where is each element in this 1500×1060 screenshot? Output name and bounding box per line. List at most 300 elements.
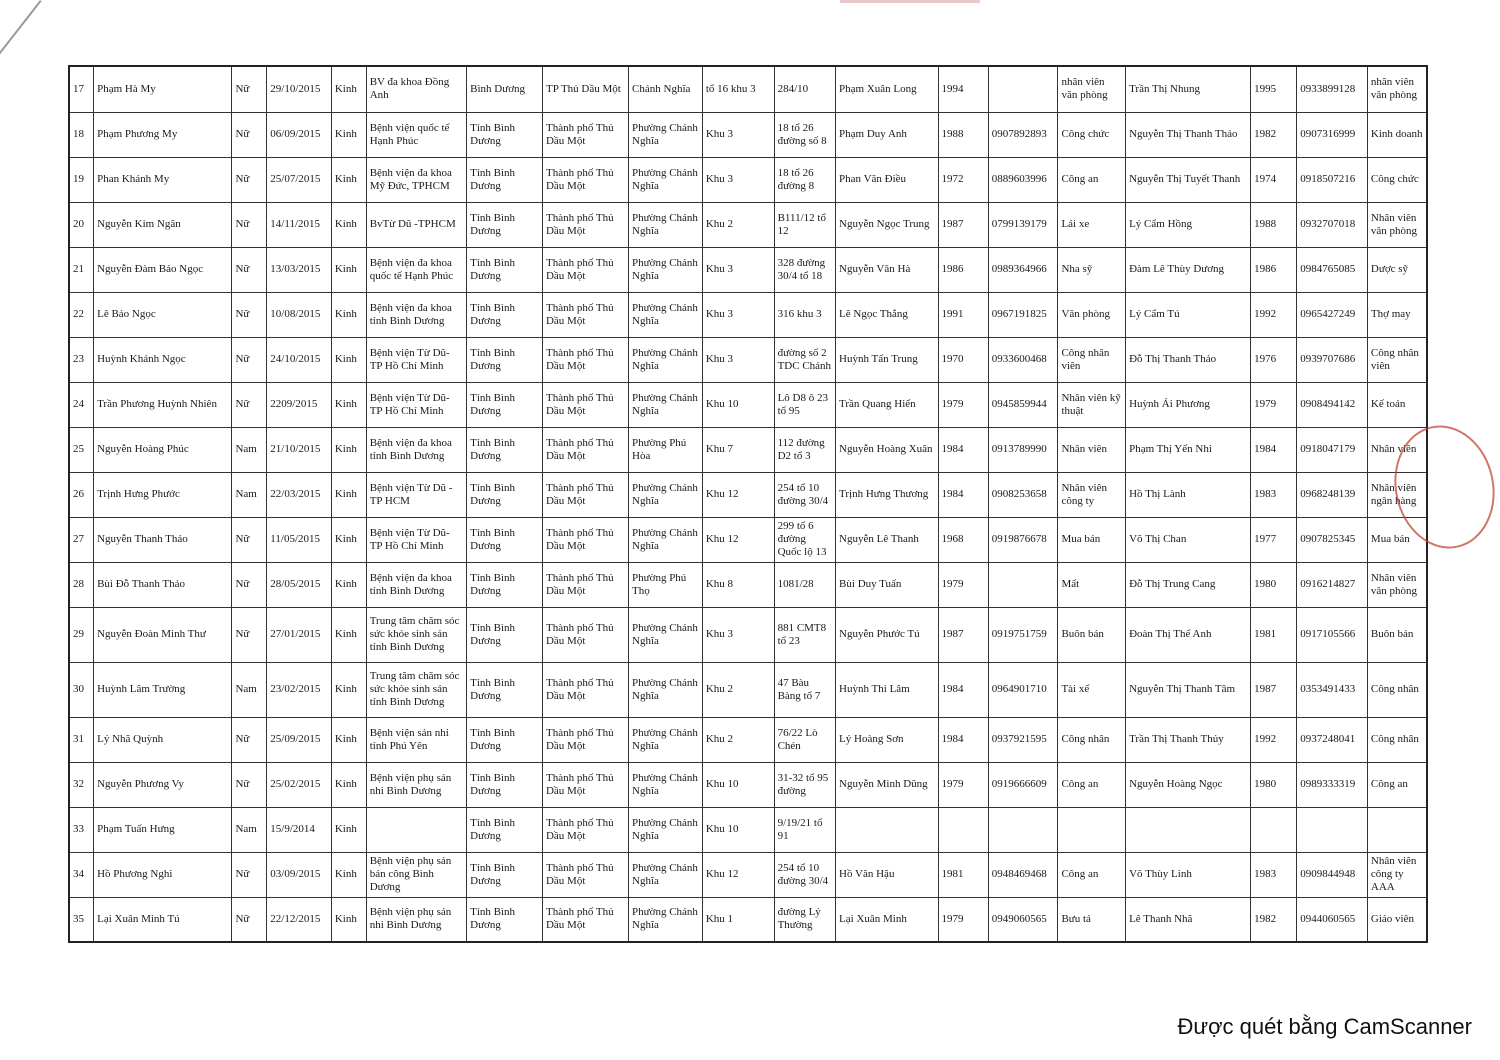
table-row xyxy=(69,112,1427,157)
father-name-cell xyxy=(836,807,938,852)
province-cell: Tỉnh Bình Dương xyxy=(467,762,543,807)
mother-phone-cell: 0989333319 xyxy=(1297,762,1368,807)
row-number-cell: 31 xyxy=(69,717,94,762)
mother-name-cell: Lê Thanh Nhã xyxy=(1126,897,1251,942)
father-birth-year-cell: 1979 xyxy=(938,762,988,807)
father-occupation-cell: Văn phòng xyxy=(1058,292,1126,337)
gender-cell: Nữ xyxy=(232,762,267,807)
mother-occupation-cell: Công nhân viên xyxy=(1367,337,1427,382)
ethnicity-cell: Kinh xyxy=(331,717,366,762)
address-cell: B111/12 tổ 12 xyxy=(774,202,835,247)
birth-date-cell: 03/09/2015 xyxy=(267,852,332,897)
child-name-cell: Phạm Tuấn Hưng xyxy=(94,807,232,852)
province-cell: Tỉnh Bình Dương xyxy=(467,382,543,427)
address-cell: Lô D8 ô 23 tổ 95 xyxy=(774,382,835,427)
birth-date-cell: 11/05/2015 xyxy=(267,517,332,562)
mother-occupation-cell: Buôn bán xyxy=(1367,607,1427,662)
father-birth-year-cell: 1984 xyxy=(938,427,988,472)
mother-name-cell: Nguyễn Thị Tuyết Thanh xyxy=(1126,157,1251,202)
mother-name-cell: Nguyễn Hoàng Ngọc xyxy=(1126,762,1251,807)
quarter-cell: Khu 3 xyxy=(702,247,774,292)
ward-cell: Phường Chánh Nghĩa xyxy=(629,762,703,807)
mother-name-cell: Võ Thùy Linh xyxy=(1126,852,1251,897)
birth-place-cell: Trung tâm chăm sóc sức khỏe sinh sản tỉnh Bình Dương xyxy=(366,662,466,717)
quarter-cell: Khu 2 xyxy=(702,202,774,247)
father-birth-year-cell: 1984 xyxy=(938,717,988,762)
birth-place-cell: Bệnh viện phụ sản nhi Bình Dương xyxy=(366,762,466,807)
ethnicity-cell: Kinh xyxy=(331,762,366,807)
child-name-cell: Huỳnh Lâm Trường xyxy=(94,662,232,717)
birth-date-cell: 15/9/2014 xyxy=(267,807,332,852)
father-occupation-cell: Nhân viên kỹ thuật xyxy=(1058,382,1126,427)
mother-occupation-cell xyxy=(1367,807,1427,852)
father-occupation-cell: Công an xyxy=(1058,157,1126,202)
father-phone-cell: 0949060565 xyxy=(988,897,1058,942)
father-name-cell: Nguyễn Văn Hà xyxy=(836,247,938,292)
father-birth-year-cell: 1984 xyxy=(938,662,988,717)
mother-occupation-cell: Thợ may xyxy=(1367,292,1427,337)
mother-name-cell: Đỗ Thị Thanh Thảo xyxy=(1126,337,1251,382)
father-phone-cell: 0967191825 xyxy=(988,292,1058,337)
ward-cell: Phường Chánh Nghĩa xyxy=(629,472,703,517)
father-occupation-cell: Mua bán xyxy=(1058,517,1126,562)
city-cell: Thành phố Thủ Dầu Một xyxy=(542,112,628,157)
row-number-cell: 23 xyxy=(69,337,94,382)
ethnicity-cell: Kinh xyxy=(331,607,366,662)
gender-cell: Nam xyxy=(232,662,267,717)
mother-birth-year-cell: 1980 xyxy=(1251,762,1297,807)
child-name-cell: Nguyễn Đoàn Minh Thư xyxy=(94,607,232,662)
address-cell: 31-32 tổ 95 đường xyxy=(774,762,835,807)
mother-occupation-cell: Nhân viên văn phòng xyxy=(1367,202,1427,247)
father-birth-year-cell: 1987 xyxy=(938,607,988,662)
table-row xyxy=(69,562,1427,607)
quarter-cell: Khu 10 xyxy=(702,762,774,807)
father-occupation-cell: Công an xyxy=(1058,762,1126,807)
city-cell: Thành phố Thủ Dầu Một xyxy=(542,202,628,247)
table-row xyxy=(69,202,1427,247)
birth-place-cell: Bệnh viện Từ Dũ- TP Hồ Chí Minh xyxy=(366,517,466,562)
city-cell: Thành phố Thủ Dầu Một xyxy=(542,472,628,517)
table-row xyxy=(69,852,1427,897)
father-birth-year-cell: 1984 xyxy=(938,472,988,517)
child-name-cell: Lê Bảo Ngọc xyxy=(94,292,232,337)
ethnicity-cell: Kinh xyxy=(331,852,366,897)
father-occupation-cell: Nhân viên xyxy=(1058,427,1126,472)
mother-name-cell: Lý Cẩm Tú xyxy=(1126,292,1251,337)
birth-place-cell: Bệnh viện đa khoa tỉnh Bình Dương xyxy=(366,427,466,472)
mother-birth-year-cell: 1982 xyxy=(1251,897,1297,942)
mother-occupation-cell: Công nhân xyxy=(1367,717,1427,762)
ethnicity-cell: Kinh xyxy=(331,562,366,607)
mother-birth-year-cell: 1982 xyxy=(1251,112,1297,157)
father-occupation-cell: Công nhân xyxy=(1058,717,1126,762)
father-birth-year-cell: 1970 xyxy=(938,337,988,382)
birth-place-cell: Bệnh viện quốc tế Hạnh Phúc xyxy=(366,112,466,157)
table-row xyxy=(69,247,1427,292)
father-name-cell: Nguyễn Phước Tú xyxy=(836,607,938,662)
mother-name-cell xyxy=(1126,807,1251,852)
father-name-cell: Trịnh Hưng Thương xyxy=(836,472,938,517)
father-phone-cell: 0919666609 xyxy=(988,762,1058,807)
birth-place-cell: Bệnh viện đa khoa Mỹ Đức, TPHCM xyxy=(366,157,466,202)
birth-date-cell: 21/10/2015 xyxy=(267,427,332,472)
address-cell: 9/19/21 tổ 91 xyxy=(774,807,835,852)
birth-date-cell: 25/07/2015 xyxy=(267,157,332,202)
father-occupation-cell: Công an xyxy=(1058,852,1126,897)
province-cell: Tỉnh Bình Dương xyxy=(467,852,543,897)
city-cell: Thành phố Thủ Dầu Một xyxy=(542,607,628,662)
quarter-cell: Khu 8 xyxy=(702,562,774,607)
row-number-cell: 27 xyxy=(69,517,94,562)
father-occupation-cell: Bưu tá xyxy=(1058,897,1126,942)
province-cell: Tỉnh Bình Dương xyxy=(467,427,543,472)
province-cell: Bình Dương xyxy=(467,66,543,112)
birth-date-cell: 13/03/2015 xyxy=(267,247,332,292)
father-occupation-cell: Mất xyxy=(1058,562,1126,607)
mother-name-cell: Võ Thị Chan xyxy=(1126,517,1251,562)
table-row xyxy=(69,607,1427,662)
quarter-cell: Khu 3 xyxy=(702,292,774,337)
mother-phone-cell: 0965427249 xyxy=(1297,292,1368,337)
address-cell: 112 đường D2 tổ 3 xyxy=(774,427,835,472)
birth-date-cell: 22/03/2015 xyxy=(267,472,332,517)
ward-cell: Phường Chánh Nghĩa xyxy=(629,662,703,717)
quarter-cell: Khu 12 xyxy=(702,517,774,562)
gender-cell: Nữ xyxy=(232,382,267,427)
birth-place-cell: Bệnh viện đa khoa tỉnh Bình Dương xyxy=(366,562,466,607)
father-phone-cell: 0919876678 xyxy=(988,517,1058,562)
province-cell: Tỉnh Bình Dương xyxy=(467,807,543,852)
mother-occupation-cell: Kế toán xyxy=(1367,382,1427,427)
mother-occupation-cell: Nhân viên văn phòng xyxy=(1367,562,1427,607)
row-number-cell: 34 xyxy=(69,852,94,897)
father-phone-cell: 0889603996 xyxy=(988,157,1058,202)
address-cell: 254 tổ 10 đường 30/4 xyxy=(774,472,835,517)
gender-cell: Nam xyxy=(232,472,267,517)
birth-place-cell: Trung tâm chăm sóc sức khỏe sinh sản tỉnh Bình Dương xyxy=(366,607,466,662)
table-row xyxy=(69,762,1427,807)
row-number-cell: 19 xyxy=(69,157,94,202)
father-birth-year-cell: 1981 xyxy=(938,852,988,897)
ethnicity-cell: Kinh xyxy=(331,662,366,717)
mother-name-cell: Trần Thị Thanh Thủy xyxy=(1126,717,1251,762)
table-row xyxy=(69,897,1427,942)
address-cell: 254 tổ 10 đường 30/4 xyxy=(774,852,835,897)
province-cell: Tỉnh Bình Dương xyxy=(467,472,543,517)
gender-cell: Nữ xyxy=(232,247,267,292)
address-cell: 18 tổ 26 đường số 8 xyxy=(774,112,835,157)
province-cell: Tỉnh Bình Dương xyxy=(467,337,543,382)
ethnicity-cell: Kinh xyxy=(331,382,366,427)
father-birth-year-cell: 1968 xyxy=(938,517,988,562)
ward-cell: Phường Chánh Nghĩa xyxy=(629,247,703,292)
father-phone-cell: 0908253658 xyxy=(988,472,1058,517)
province-cell: Tỉnh Bình Dương xyxy=(467,112,543,157)
table-row xyxy=(69,807,1427,852)
father-phone-cell: 0945859944 xyxy=(988,382,1058,427)
row-number-cell: 28 xyxy=(69,562,94,607)
ethnicity-cell: Kinh xyxy=(331,337,366,382)
child-name-cell: Huỳnh Khánh Ngọc xyxy=(94,337,232,382)
mother-birth-year-cell: 1979 xyxy=(1251,382,1297,427)
ward-cell: Phường Chánh Nghĩa xyxy=(629,292,703,337)
address-cell: 47 Bàu Bàng tổ 7 xyxy=(774,662,835,717)
mother-phone-cell: 0937248041 xyxy=(1297,717,1368,762)
quarter-cell: Khu 2 xyxy=(702,717,774,762)
address-cell: 881 CMT8 tổ 23 xyxy=(774,607,835,662)
birth-date-cell: 25/02/2015 xyxy=(267,762,332,807)
father-name-cell: Phan Văn Điều xyxy=(836,157,938,202)
row-number-cell: 17 xyxy=(69,66,94,112)
mother-birth-year-cell xyxy=(1251,807,1297,852)
row-number-cell: 24 xyxy=(69,382,94,427)
gender-cell: Nữ xyxy=(232,607,267,662)
mother-occupation-cell: Mua bán xyxy=(1367,517,1427,562)
row-number-cell: 21 xyxy=(69,247,94,292)
quarter-cell: Khu 3 xyxy=(702,112,774,157)
birth-place-cell: Bệnh viện đa khoa tỉnh Bình Dương xyxy=(366,292,466,337)
ward-cell: Phường Phú Thọ xyxy=(629,562,703,607)
ethnicity-cell: Kinh xyxy=(331,292,366,337)
quarter-cell: Khu 3 xyxy=(702,157,774,202)
mother-phone-cell: 0944060565 xyxy=(1297,897,1368,942)
ethnicity-cell: Kinh xyxy=(331,247,366,292)
father-phone-cell: 0948469468 xyxy=(988,852,1058,897)
mother-occupation-cell: Giáo viên xyxy=(1367,897,1427,942)
father-occupation-cell: Buôn bán xyxy=(1058,607,1126,662)
row-number-cell: 30 xyxy=(69,662,94,717)
city-cell: Thành phố Thủ Dầu Một xyxy=(542,562,628,607)
birth-place-cell: Bệnh viện phụ sản bán công Bình Dương xyxy=(366,852,466,897)
father-name-cell: Nguyễn Hoàng Xuân xyxy=(836,427,938,472)
father-name-cell: Phạm Duy Anh xyxy=(836,112,938,157)
mother-birth-year-cell: 1984 xyxy=(1251,427,1297,472)
mother-phone-cell: 0908494142 xyxy=(1297,382,1368,427)
father-phone-cell: 0919751759 xyxy=(988,607,1058,662)
city-cell: TP Thủ Dầu Một xyxy=(542,66,628,112)
father-name-cell: Lê Ngọc Thắng xyxy=(836,292,938,337)
address-cell: 316 khu 3 xyxy=(774,292,835,337)
father-birth-year-cell: 1972 xyxy=(938,157,988,202)
address-cell: 299 tổ 6 đường Quốc lộ 13 xyxy=(774,517,835,562)
mother-birth-year-cell: 1995 xyxy=(1251,66,1297,112)
mother-phone-cell: 0933899128 xyxy=(1297,66,1368,112)
father-birth-year-cell: 1979 xyxy=(938,382,988,427)
table-row xyxy=(69,427,1427,472)
ward-cell: Phường Chánh Nghĩa xyxy=(629,517,703,562)
mother-phone-cell: 0909844948 xyxy=(1297,852,1368,897)
table-row xyxy=(69,157,1427,202)
table-row xyxy=(69,472,1427,517)
father-name-cell: Nguyễn Minh Dũng xyxy=(836,762,938,807)
mother-phone-cell: 0918507216 xyxy=(1297,157,1368,202)
mother-occupation-cell: Kinh doanh xyxy=(1367,112,1427,157)
ethnicity-cell: Kinh xyxy=(331,112,366,157)
child-name-cell: Nguyễn Kim Ngân xyxy=(94,202,232,247)
birth-date-cell: 14/11/2015 xyxy=(267,202,332,247)
province-cell: Tỉnh Bình Dương xyxy=(467,202,543,247)
province-cell: Tỉnh Bình Dương xyxy=(467,717,543,762)
row-number-cell: 35 xyxy=(69,897,94,942)
province-cell: Tỉnh Bình Dương xyxy=(467,897,543,942)
address-cell: đường Lý Thường xyxy=(774,897,835,942)
father-occupation-cell xyxy=(1058,807,1126,852)
birth-place-cell: Bệnh viện Từ Dũ- TP Hồ Chí Minh xyxy=(366,337,466,382)
father-birth-year-cell: 1979 xyxy=(938,897,988,942)
father-phone-cell xyxy=(988,562,1058,607)
father-birth-year-cell: 1986 xyxy=(938,247,988,292)
province-cell: Tỉnh Bình Dương xyxy=(467,607,543,662)
birth-place-cell: Bệnh viện Từ Dũ - TP HCM xyxy=(366,472,466,517)
table-row xyxy=(69,717,1427,762)
ward-cell: Phường Chánh Nghĩa xyxy=(629,852,703,897)
mother-name-cell: Đàm Lê Thùy Dương xyxy=(1126,247,1251,292)
child-name-cell: Bùi Đỗ Thanh Thảo xyxy=(94,562,232,607)
father-phone-cell: 0907892893 xyxy=(988,112,1058,157)
child-name-cell: Nguyễn Thanh Thảo xyxy=(94,517,232,562)
mother-occupation-cell: Nhân viên xyxy=(1367,427,1427,472)
scan-edge-line xyxy=(0,0,42,76)
ethnicity-cell: Kinh xyxy=(331,472,366,517)
row-number-cell: 33 xyxy=(69,807,94,852)
mother-birth-year-cell: 1988 xyxy=(1251,202,1297,247)
gender-cell: Nam xyxy=(232,427,267,472)
gender-cell: Nữ xyxy=(232,517,267,562)
ethnicity-cell: Kinh xyxy=(331,202,366,247)
mother-birth-year-cell: 1974 xyxy=(1251,157,1297,202)
mother-birth-year-cell: 1976 xyxy=(1251,337,1297,382)
ward-cell: Phường Chánh Nghĩa xyxy=(629,807,703,852)
child-name-cell: Hồ Phương Nghi xyxy=(94,852,232,897)
mother-birth-year-cell: 1983 xyxy=(1251,852,1297,897)
gender-cell: Nữ xyxy=(232,202,267,247)
child-name-cell: Lại Xuân Minh Tú xyxy=(94,897,232,942)
ward-cell: Chánh Nghĩa xyxy=(629,66,703,112)
gender-cell: Nữ xyxy=(232,717,267,762)
father-name-cell: Huỳnh Tấn Trung xyxy=(836,337,938,382)
province-cell: Tỉnh Bình Dương xyxy=(467,157,543,202)
province-cell: Tỉnh Bình Dương xyxy=(467,562,543,607)
province-cell: Tỉnh Bình Dương xyxy=(467,662,543,717)
father-occupation-cell: Nha sỹ xyxy=(1058,247,1126,292)
gender-cell: Nữ xyxy=(232,852,267,897)
mother-birth-year-cell: 1983 xyxy=(1251,472,1297,517)
child-name-cell: Nguyễn Phương Vy xyxy=(94,762,232,807)
mother-phone-cell: 0932707018 xyxy=(1297,202,1368,247)
mother-phone-cell: 0917105566 xyxy=(1297,607,1368,662)
ethnicity-cell: Kinh xyxy=(331,807,366,852)
father-name-cell: Phạm Xuân Long xyxy=(836,66,938,112)
gender-cell: Nữ xyxy=(232,66,267,112)
child-name-cell: Nguyễn Hoàng Phúc xyxy=(94,427,232,472)
child-name-cell: Nguyễn Đàm Bảo Ngọc xyxy=(94,247,232,292)
address-cell: 328 đường 30/4 tổ 18 xyxy=(774,247,835,292)
mother-occupation-cell: Nhân viên công ty AAA xyxy=(1367,852,1427,897)
birth-place-cell: Bệnh viện sản nhi tỉnh Phú Yên xyxy=(366,717,466,762)
city-cell: Thành phố Thủ Dầu Một xyxy=(542,662,628,717)
father-birth-year-cell: 1987 xyxy=(938,202,988,247)
address-cell: 1081/28 xyxy=(774,562,835,607)
father-phone-cell xyxy=(988,66,1058,112)
gender-cell: Nữ xyxy=(232,157,267,202)
mother-birth-year-cell: 1981 xyxy=(1251,607,1297,662)
birth-place-cell xyxy=(366,807,466,852)
mother-birth-year-cell: 1992 xyxy=(1251,292,1297,337)
mother-birth-year-cell: 1986 xyxy=(1251,247,1297,292)
mother-occupation-cell: Nhân viên ngân hàng xyxy=(1367,472,1427,517)
quarter-cell: Khu 3 xyxy=(702,607,774,662)
table-row xyxy=(69,66,1427,112)
city-cell: Thành phố Thủ Dầu Một xyxy=(542,337,628,382)
quarter-cell: Khu 12 xyxy=(702,852,774,897)
city-cell: Thành phố Thủ Dầu Một xyxy=(542,247,628,292)
father-phone-cell: 0964901710 xyxy=(988,662,1058,717)
city-cell: Thành phố Thủ Dầu Một xyxy=(542,852,628,897)
father-name-cell: Hồ Văn Hậu xyxy=(836,852,938,897)
row-number-cell: 25 xyxy=(69,427,94,472)
father-phone-cell: 0799139179 xyxy=(988,202,1058,247)
ethnicity-cell: Kinh xyxy=(331,66,366,112)
city-cell: Thành phố Thủ Dầu Một xyxy=(542,762,628,807)
province-cell: Tỉnh Bình Dương xyxy=(467,247,543,292)
child-name-cell: Lý Nhã Quỳnh xyxy=(94,717,232,762)
student-roster-table xyxy=(68,65,1428,943)
mother-birth-year-cell: 1992 xyxy=(1251,717,1297,762)
mother-name-cell: Nguyễn Thị Thanh Tâm xyxy=(1126,662,1251,717)
address-cell: 18 tổ 26 đường 8 xyxy=(774,157,835,202)
mother-name-cell: Huỳnh Ái Phương xyxy=(1126,382,1251,427)
father-birth-year-cell: 1979 xyxy=(938,562,988,607)
mother-name-cell: Đỗ Thị Trung Cang xyxy=(1126,562,1251,607)
mother-occupation-cell: Công nhân xyxy=(1367,662,1427,717)
gender-cell: Nữ xyxy=(232,112,267,157)
ethnicity-cell: Kinh xyxy=(331,427,366,472)
mother-occupation-cell: Công an xyxy=(1367,762,1427,807)
gender-cell: Nữ xyxy=(232,337,267,382)
ward-cell: Phường Chánh Nghĩa xyxy=(629,112,703,157)
row-number-cell: 32 xyxy=(69,762,94,807)
father-occupation-cell: Nhân viên công ty xyxy=(1058,472,1126,517)
mother-occupation-cell: nhân viên văn phòng xyxy=(1367,66,1427,112)
mother-phone-cell: 0907825345 xyxy=(1297,517,1368,562)
ward-cell: Phường Chánh Nghĩa xyxy=(629,337,703,382)
ward-cell: Phường Chánh Nghĩa xyxy=(629,157,703,202)
quarter-cell: Khu 10 xyxy=(702,382,774,427)
address-cell: 284/10 xyxy=(774,66,835,112)
quarter-cell: Khu 12 xyxy=(702,472,774,517)
birth-place-cell: Bệnh viện đa khoa quốc tế Hạnh Phúc xyxy=(366,247,466,292)
ward-cell: Phường Chánh Nghĩa xyxy=(629,382,703,427)
city-cell: Thành phố Thủ Dầu Một xyxy=(542,382,628,427)
father-phone-cell: 0913789990 xyxy=(988,427,1058,472)
ethnicity-cell: Kinh xyxy=(331,897,366,942)
mother-name-cell: Nguyễn Thị Thanh Thảo xyxy=(1126,112,1251,157)
ethnicity-cell: Kinh xyxy=(331,517,366,562)
mother-phone-cell: 0968248139 xyxy=(1297,472,1368,517)
ward-cell: Phường Chánh Nghĩa xyxy=(629,607,703,662)
father-birth-year-cell: 1991 xyxy=(938,292,988,337)
father-name-cell: Nguyễn Lê Thanh xyxy=(836,517,938,562)
mother-name-cell: Phạm Thị Yến Nhi xyxy=(1126,427,1251,472)
ward-cell: Phường Chánh Nghĩa xyxy=(629,897,703,942)
mother-phone-cell: 0916214827 xyxy=(1297,562,1368,607)
quarter-cell: Khu 7 xyxy=(702,427,774,472)
birth-date-cell: 25/09/2015 xyxy=(267,717,332,762)
mother-name-cell: Trần Thị Nhung xyxy=(1126,66,1251,112)
city-cell: Thành phố Thủ Dầu Một xyxy=(542,807,628,852)
row-number-cell: 20 xyxy=(69,202,94,247)
